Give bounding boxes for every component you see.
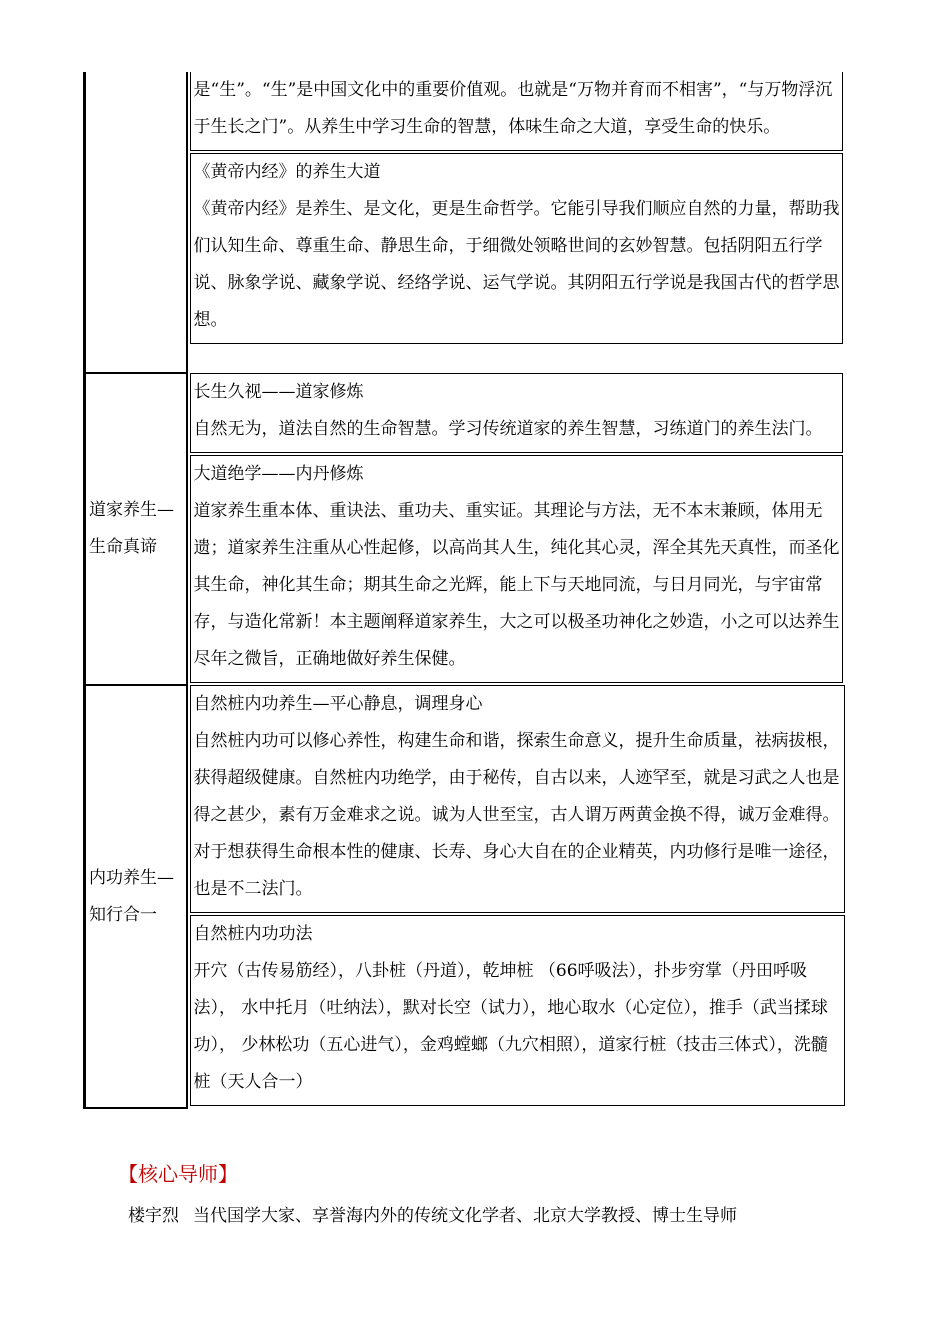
mentor-heading: 【核心导师】 [118, 1162, 238, 1186]
block-body: 自然桩内功可以修心养性，构建生命和谐，探索生命意义，提升生命质量，祛病拔根，获得超级健康。自然桩内功绝学，由于秘传，自古以来，人迹罕至，就是习武之人也是得之甚少，素有万金难求之说。诚为人世至宝，古人谓万两黄金换不得，诚万金难得。对于想获得生命根本性的健康、长寿、身心大自在的企业精英，内功修行是唯一途径，也是不二法门。 [193, 731, 840, 899]
table-row [85, 72, 847, 373]
content-block [190, 72, 844, 151]
block-title: 长生久视——道家修炼 [193, 382, 364, 402]
content-block [190, 153, 844, 344]
table-row [85, 373, 847, 685]
topic-label: 道家养生—生命真谛 [89, 500, 174, 557]
block-title: 自然桩内功功法 [193, 924, 313, 944]
topic-cell [85, 685, 187, 1108]
block-title: 大道绝学——内丹修炼 [193, 464, 364, 484]
content-cell [187, 373, 847, 685]
block-title: 《黄帝内经》的养生大道 [193, 162, 381, 182]
mentor-name: 楼宇烈 [128, 1206, 179, 1226]
content-cell [187, 72, 847, 373]
topic-cell [85, 373, 187, 685]
block-body: 是“生”。“生”是中国文化中的重要价值观。也就是“万物并育而不相害”，“与万物浮沉于生长之门”。从养生中学习生命的智慧，体味生命之大道，享受生命的快乐。 [193, 80, 833, 137]
table-row [85, 685, 847, 1108]
block-title: 自然桩内功养生—平心静息，调理身心 [193, 694, 483, 714]
block-body: 自然无为，道法自然的生命智慧。学习传统道家的养生智慧，习练道门的养生法门。 [193, 419, 823, 439]
block-body: 道家养生重本体、重诀法、重功夫、重实证。其理论与方法，无不本末兼顾，体用无遗；道家养生注重从心性起修，以高尚其人生，纯化其心灵，浑全其先天真性，而圣化其生命，神化其生命；期其生命之光辉，能上下与天地同流，与日月同光，与宇宙常存，与造化常新！本主题阐释道家养生，大之可以极圣功神化之妙造，小之可以达养生尽年之微旨，正确地做好养生保健。 [193, 501, 840, 669]
content-block [190, 455, 844, 683]
content-block [190, 373, 844, 453]
mentor-description: 当代国学大家、享誉海内外的传统文化学者、北京大学教授、博士生导师 [193, 1206, 737, 1226]
topic-cell [85, 72, 187, 373]
block-body: 开穴（古传易筋经），八卦桩（丹道），乾坤桩 （66呼吸法），扑步穷掌（丹田呼吸法）， 水中托月（吐纳法），默对长空（试力），地心取水（心定位），推手（武当揉球功）， 少林松功（五心进气），金鸡螳螂（九穴相照），道家行桩（技击三体式），洗髓桩（天人合一） [193, 961, 828, 1092]
content-cell [187, 685, 847, 1108]
course-table [83, 72, 848, 1109]
block-body: 《黄帝内经》是养生、是文化，更是生命哲学。它能引导我们顺应自然的力量，帮助我们认知生命、尊重生命、静思生命，于细微处领略世间的玄妙智慧。包括阴阳五行学说、脉象学说、藏象学说、经络学说、运气学说。其阴阳五行学说是我国古代的哲学思想。 [193, 199, 840, 330]
topic-label: 内功养生—知行合一 [89, 867, 174, 925]
mentor-line [128, 1201, 751, 1226]
content-block [190, 915, 845, 1106]
content-block [190, 685, 845, 913]
